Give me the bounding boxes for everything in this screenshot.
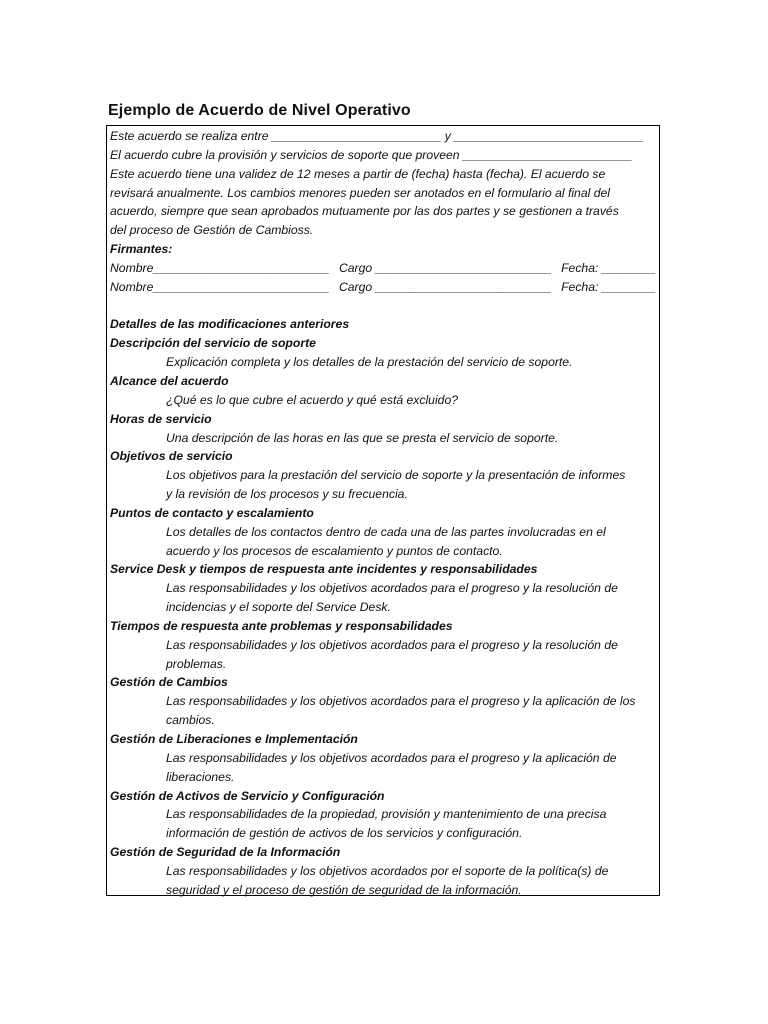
section-description-line: acuerdo y los procesos de escalamiento y puntos de contacto.: [166, 543, 503, 558]
section-heading: Gestión de Seguridad de la Información: [110, 845, 341, 860]
section-heading: Alcance del acuerdo: [110, 373, 229, 388]
section-heading: Gestión de Liberaciones e Implementación: [110, 732, 358, 746]
section-heading: Gestión de Activos de Servicio y Configuración: [110, 788, 385, 803]
section-description-line: Las responsabilidades y los objetivos acordados para el progreso y la aplicación de los: [166, 694, 636, 709]
agreement-box: [106, 125, 660, 896]
spacer: [110, 297, 656, 316]
document-title: Ejemplo de Acuerdo de Nivel Operativo: [108, 102, 411, 119]
section-description-line: Las responsabilidades y los objetivos acordados para el progreso y la aplicación de: [166, 750, 617, 765]
signer-cargo-field: Cargo __________________________: [338, 279, 552, 294]
signer-fecha-field: Fecha: ________: [561, 279, 656, 294]
section-description-line: cambios.: [166, 713, 215, 728]
section-description-line: liberaciones.: [166, 769, 235, 784]
section-description-line: Una descripción de las horas en las que se presta el servicio de soporte.: [166, 430, 559, 445]
section-heading: Descripción del servicio de soporte: [110, 336, 316, 351]
details-heading: Detalles de las modificaciones anteriores: [110, 317, 350, 332]
section-description-line: Las responsabilidades de la propiedad, provisión y mantenimiento de una precisa: [166, 807, 607, 822]
intro-validity-line-2: revisará anualmente. Los cambios menores pueden ser anotados en el formulario al final del: [110, 185, 610, 200]
intro-coverage-line: El acuerdo cubre la provisión y servicios de soporte que proveen _________________________: [110, 147, 633, 162]
section-description-line: Los detalles de los contactos dentro de cada una de las partes involucradas en el: [166, 524, 606, 539]
signer-name-field: Nombre__________________________: [110, 260, 330, 275]
section-description-line: información de gestión de activos de los servicios y configuración.: [166, 826, 523, 841]
intro-validity-line-3: acuerdo, siempre que sean aprobados mutuamente por las dos partes y se gestionen a través: [110, 204, 619, 219]
section-heading: Horas de servicio: [110, 411, 212, 426]
signer-row: [110, 259, 656, 278]
section-description-line: Las responsabilidades y los objetivos acordados para el progreso y la resolución de: [166, 581, 618, 596]
signer-cargo-field: Cargo __________________________: [338, 260, 552, 275]
section-description-line: Explicación completa y los detalles de la prestación del servicio de soporte.: [166, 355, 573, 370]
intro-parties-line: Este acuerdo se realiza entre _________________________ y ____________________________: [110, 129, 645, 143]
section-heading: Objetivos de servicio: [110, 449, 233, 464]
intro-validity-line-1: Este acuerdo tiene una validez de 12 meses a partir de (fecha) hasta (fecha). El acuerdo se: [110, 166, 606, 181]
section-heading: Puntos de contacto y escalamiento: [110, 505, 314, 520]
section-description-line: ¿Qué es lo que cubre el acuerdo y qué está excluido?: [166, 392, 459, 407]
signer-name-field: Nombre__________________________: [110, 279, 330, 294]
section-heading: Gestión de Cambios: [110, 675, 228, 690]
intro-validity-line-4: del proceso de Gestión de Cambioss.: [110, 223, 314, 238]
section-heading: Tiempos de respuesta ante problemas y responsabilidades: [110, 618, 453, 633]
section-description-line: Las responsabilidades y los objetivos acordados por el soporte de la política(s) de: [166, 863, 609, 878]
section-list: [110, 334, 656, 899]
signer-fecha-field: Fecha: ________: [561, 260, 656, 275]
section-description-line: y la revisión de los procesos y su frecuencia.: [166, 487, 408, 502]
signers-heading: Firmantes:: [110, 242, 173, 257]
section-description-line: problemas.: [166, 656, 227, 671]
section-description-line: Las responsabilidades y los objetivos acordados para el progreso y la resolución de: [166, 637, 618, 652]
section-description-line: Los objetivos para la prestación del servicio de soporte y la presentación de informes: [166, 468, 626, 483]
section-description-line: seguridad y el proceso de gestión de seguridad de la información.: [166, 882, 522, 897]
section-description-line: incidencias y el soporte del Service Desk.: [166, 600, 391, 615]
section-heading: Service Desk y tiempos de respuesta ante incidentes y responsabilidades: [110, 562, 538, 577]
signer-row: [110, 278, 656, 297]
